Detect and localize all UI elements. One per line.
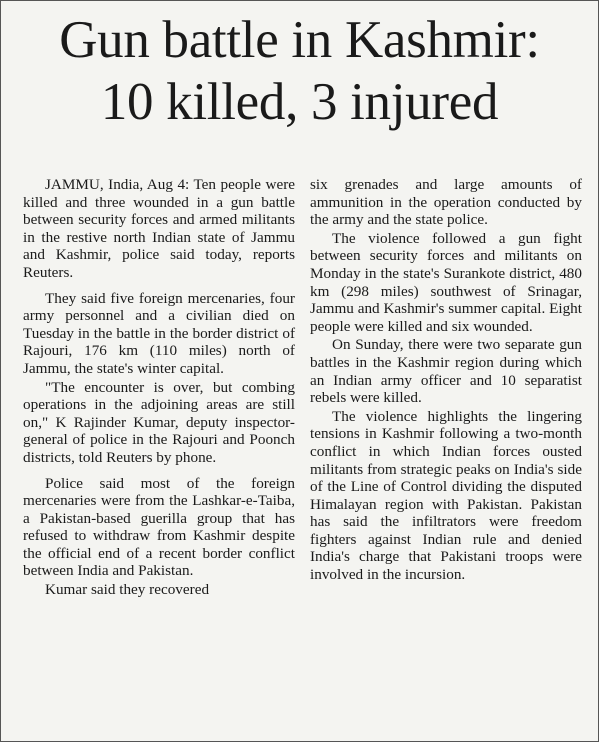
paragraph-sunday: On Sunday, there were two separate gun battles in the Kashmir region during which an Indian army officer and 10 separatist rebels were killed. [310,336,582,407]
paragraph-tensions: The violence highlights the lingering tensions in Kashmir following a two-month conflict in which Indian forces ousted militants from strategic peaks on India's side of the Line of Control dividing the disputed Himalayan region with Pakistan. Pakistan has said the infiltrators were freedom fighters against Indian rule and denied India's charge that Pakistani troops were involved in the incursion. [310,407,582,584]
paragraph-dateline: JAMMU, India, Aug 4: Ten people were killed and three wounded in a gun battle between security forces and armed militants in the restive north Indian state of Jammu and Kashmir, police said today, reports Reuters. [23,176,295,281]
paragraph-recovered: Kumar said they recovered [45,581,210,599]
headline-line-1: Gun battle in Kashmir: [59,11,540,69]
paragraph-surankote: The violence followed a gun fight between security forces and militants on Monday in the state's Surankote district, 480 km (298 miles) southwest of Srinagar, Jammu and Kashmir's summer capital. Eight people were killed and six wounded. [310,229,582,335]
right-column [310,176,582,731]
paragraph-mercenaries: Police said most of the foreign mercenaries were from the Lashkar-e-Taiba, a Pakistan-based guerilla group that has refused to withdraw from Kashmir despite the official end of a recent border conflict between India and Pakistan. [23,474,295,580]
article-body [23,176,582,731]
paragraph-grenades: six grenades and large amounts of ammunition in the operation conducted by the army and the state police. [310,176,582,229]
paragraph-casualties: They said five foreign mercenaries, four army personnel and a civilian died on Tuesday in the battle in the border district of Rajouri, 176 km (110 miles) north of Jammu, the state's winter capital. [23,289,295,377]
paragraph-quote: "The encounter is over, but combing operations in the adjoining areas are still on," K Rajinder Kumar, deputy inspector-general of police in the Rajouri and Poonch districts, told Reuters by phone. [23,378,295,466]
headline [1,1,598,133]
headline-line-2: 10 killed, 3 injured [100,73,499,131]
left-column [23,176,295,731]
